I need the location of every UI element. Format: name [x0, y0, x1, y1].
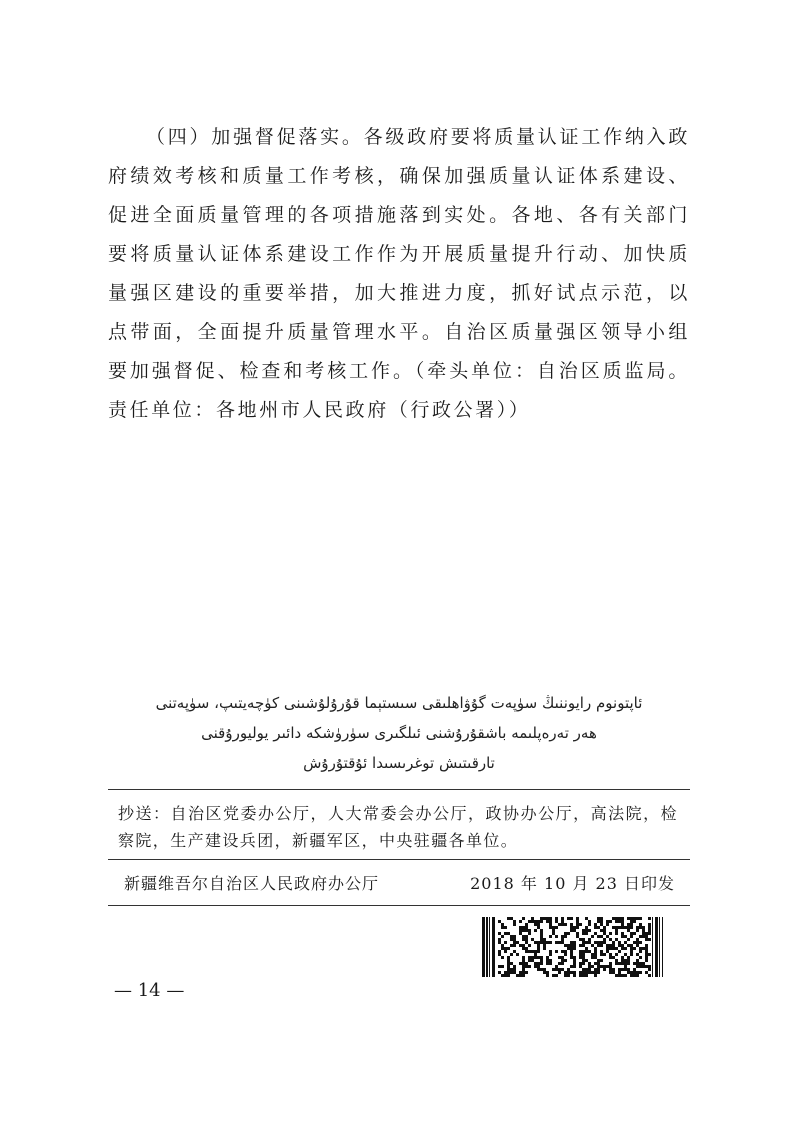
issuer-office: 新疆维吾尔自治区人民政府办公厅 [124, 874, 380, 893]
issue-date: 2018 年 10 月 23 日印发 [470, 874, 675, 893]
page-number: — 14 — [114, 980, 185, 1001]
divider-top [108, 789, 690, 790]
divider-middle [108, 859, 690, 860]
uyghur-title-line-3: تارقىتىش توغرىسىدا ئۇقتۇرۇش [303, 754, 495, 772]
uyghur-title-line-2: ھەر تەرەپلىمە باشقۇرۇشنى ئىلگىرى سۈرۈشكە دائىر يوليورۇقنى [201, 724, 597, 742]
barcode-image [482, 917, 672, 977]
body-paragraph: （四）加强督促落实。各级政府要将质量认证工作纳入政府绩效考核和质量工作考核，确保加强质量认证体系建设、促进全面质量管理的各项措施落到实处。各地、各有关部门要将质量认证体系建设工作作为开展质量提升行动、加快质量强区建设的重要举措，加大推进力度，抓好试点示范，以点带面，全面提升质量管理水平。自治区质量强区领导小组要加强督促、检查和考核工作。（牵头单位：自治区质监局。责任单位：各地州市人民政府（行政公署）） [108, 126, 690, 421]
cc-distribution: 抄送：自治区党委办公厅，人大常委会办公厅，政协办公厅，高法院，检察院，生产建设兵团，新疆军区，中央驻疆各单位。 [118, 804, 678, 850]
divider-bottom [108, 905, 690, 906]
uyghur-title-line-1: ئاپتونوم رايوننىڭ سۈپەت گۇۋاھلىقى سىستېما قۇرۇلۇشىنى كۈچەيتىپ، سۈپەتنى [155, 694, 643, 712]
uyghur-title [108, 688, 690, 778]
